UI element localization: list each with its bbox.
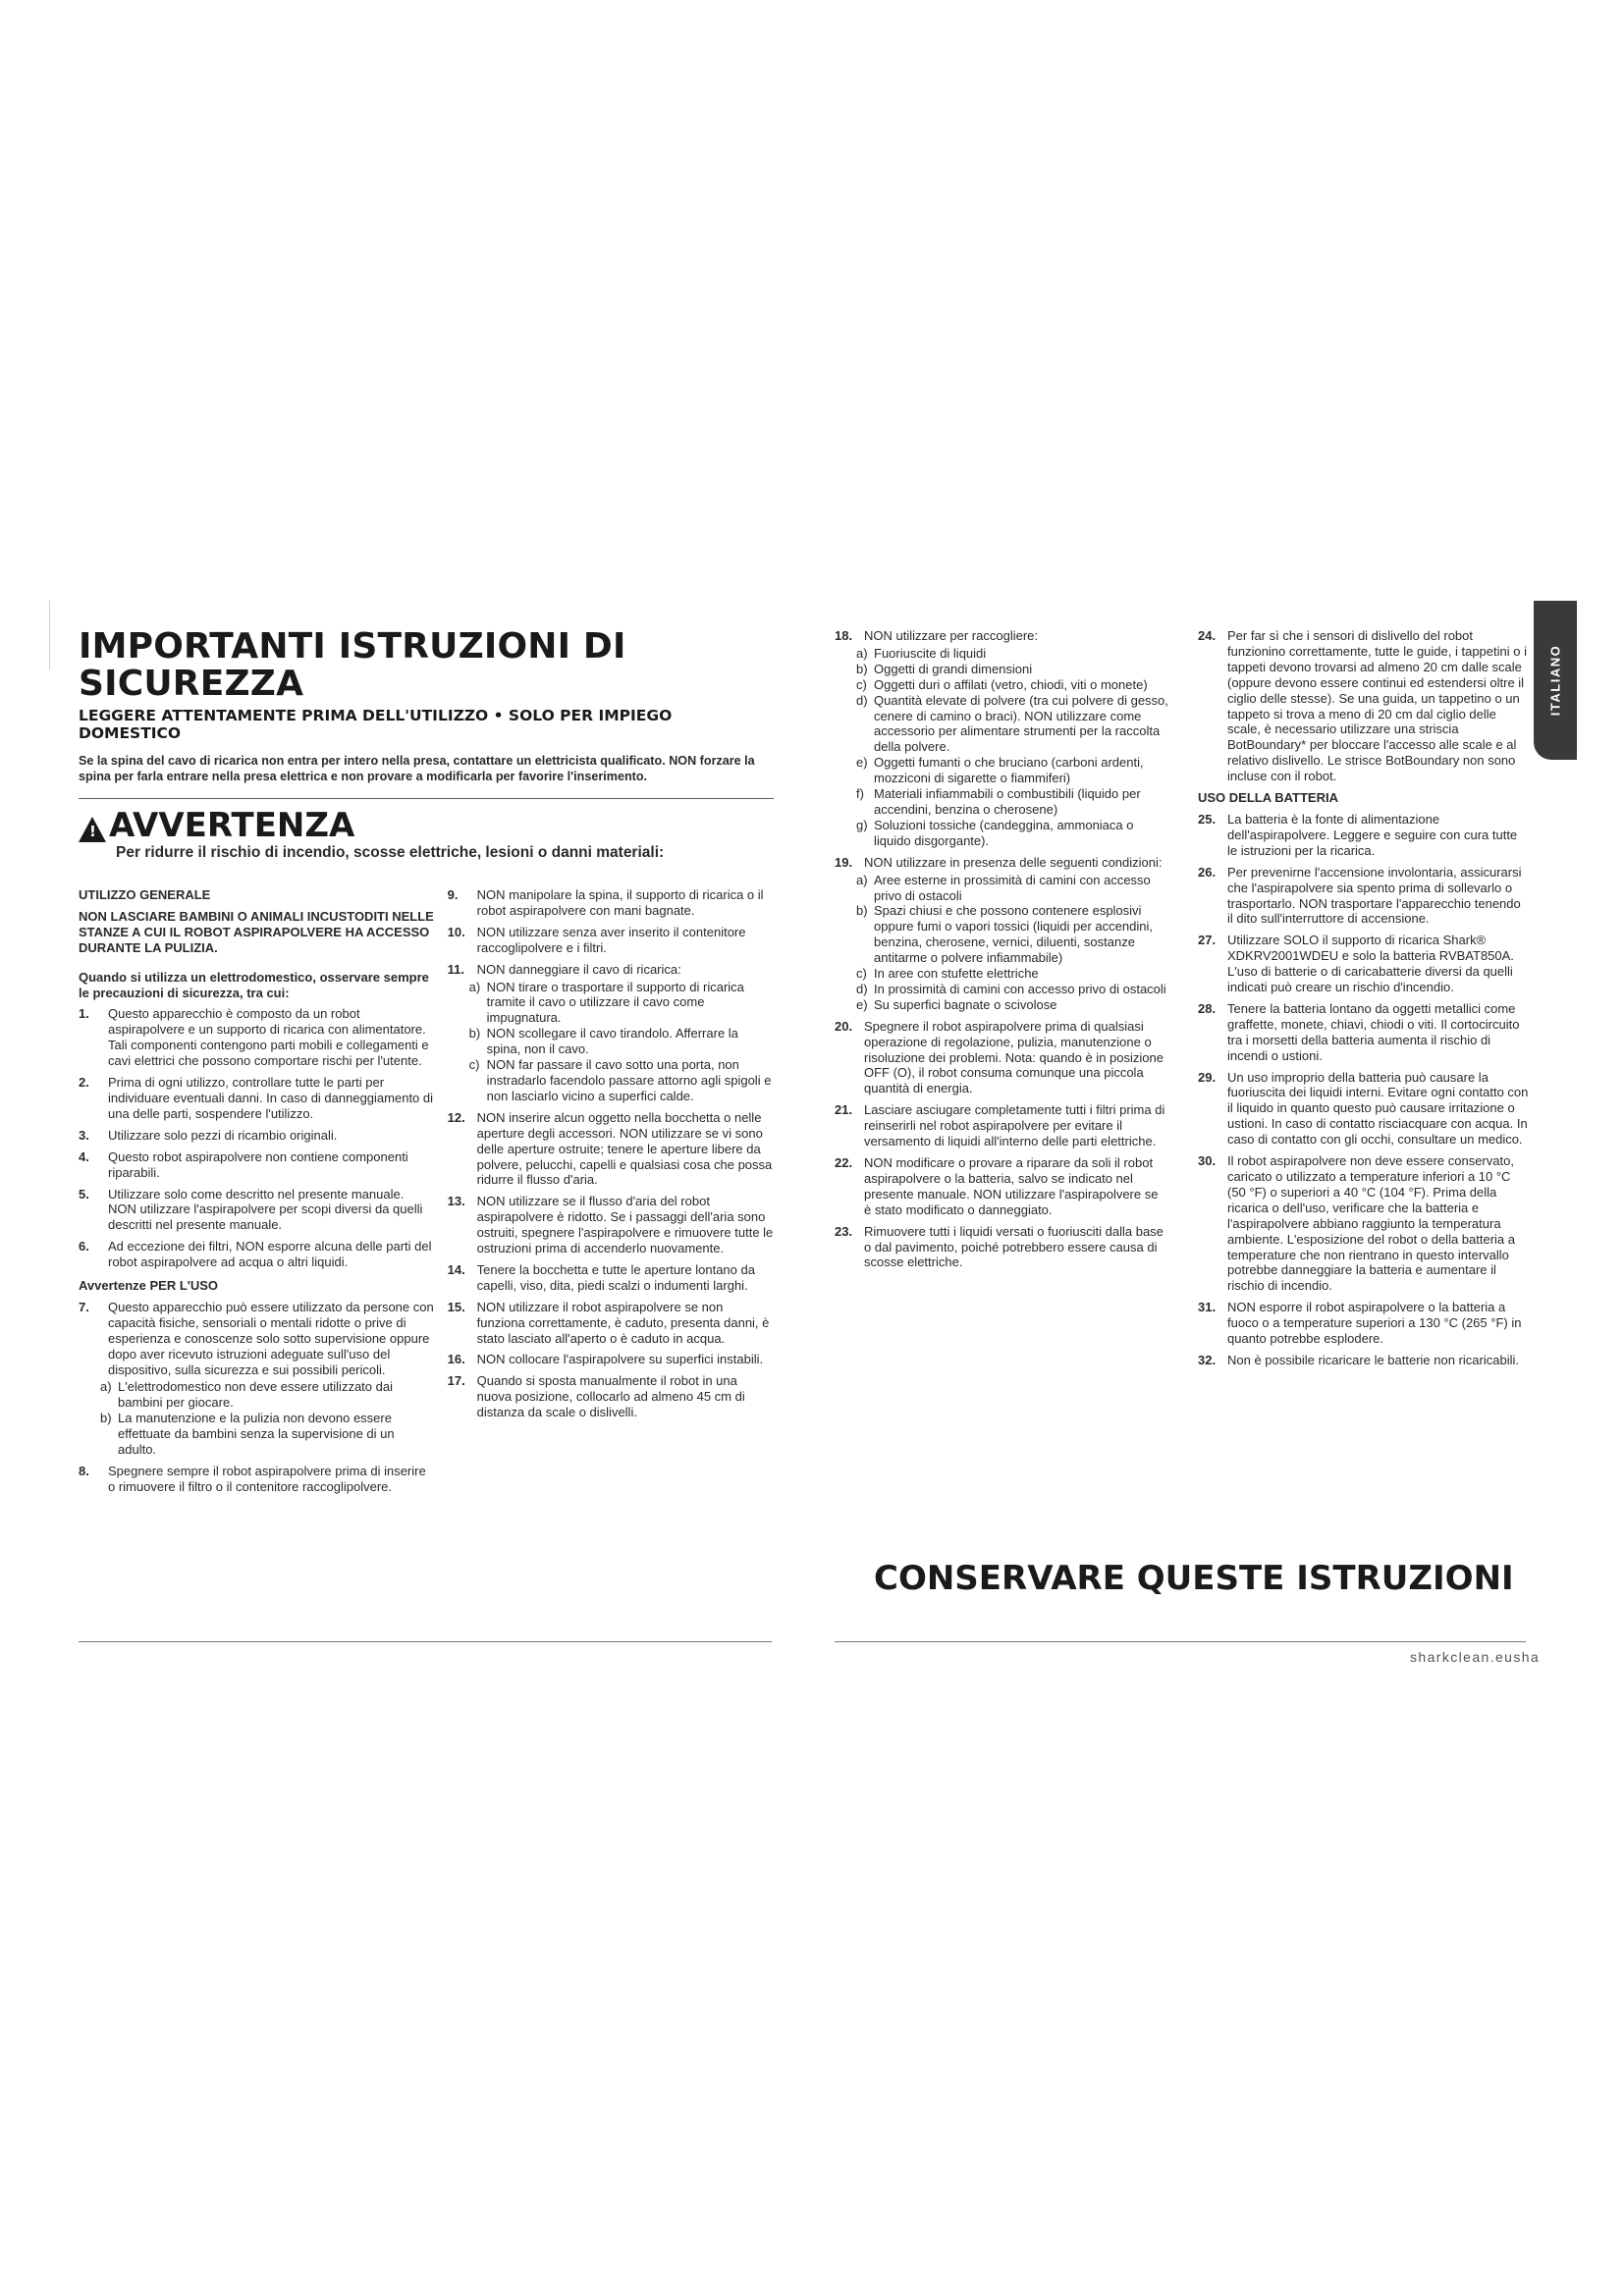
list-item: 9. NON manipolare la spina, il supporto di ricarica o il robot aspirapolvere con mani bagnate. (447, 887, 764, 918)
list-item: 18. NON utilizzare per raccogliere: (835, 628, 1039, 643)
list-item: 30. Il robot aspirapolvere non deve essere conservato, caricato o utilizzato a temperature inferiori a 10 °C (50 °F) o superiori a 40 °C (104 °F). Prima della ricarica o dell'uso, verificare che la batteria e l'aspirapolvere abbiano raggiunto la temperatura ambiente. L'esposizione del robot o della batteria a temperature che non rientrano in questo intervallo potrebbe danneggiare la batteria e aumentare il rischio di incendio. (1198, 1153, 1516, 1294)
sub-item: b) Oggetti di grandi dimensioni (856, 661, 1033, 676)
section-heading-use: Avvertenze PER L'USO (79, 1278, 219, 1294)
right-page (835, 628, 1536, 1374)
warning-heading (79, 806, 774, 845)
list-item: 14. Tenere la bocchetta e tutte le aperture lontano da capelli, viso, dita, piedi scalzi o indumenti larghi. (447, 1261, 755, 1293)
list-item: 4. Questo robot aspirapolvere non contiene componenti riparabili. (79, 1148, 408, 1180)
list-item: 3. Utilizzare solo pezzi di ricambio originali. (79, 1127, 338, 1143)
list-item: 28. Tenere la batteria lontano da oggetti metallici come graffette, monete, chiavi, chiodi o viti. Il cortocircuito tra i morsetti della batteria aumenta il rischio di incendi o ustioni. (1198, 1000, 1520, 1063)
intro-notice: Se la spina del cavo di ricarica non entra per intero nella presa, contattare un elettricista qualificato. NON forzare la spina per farla entrare nella presa elettrica e non provare a modificarla per favorire l'inserimento. (79, 754, 755, 783)
footer-rule-right (835, 1641, 1526, 1642)
children-notice: NON LASCIARE BAMBINI O ANIMALI INCUSTODITI NELLE STANZE A CUI IL ROBOT ASPIRAPOLVERE HA ACCESSO DURANTE LA PULIZIA. (79, 908, 434, 955)
list-item: 23. Rimuovere tutti i liquidi versati o fuoriusciti dalla base o dal pavimento, poiché potrebbero essere causa di scosse elettriche. (835, 1223, 1164, 1270)
sub-item: f) Materiali infiammabili o combustibili (liquido per accendini, benzina o cherosene) (856, 786, 1141, 817)
sub-item: a) Aree esterne in prossimità di camini con accesso privo di ostacoli (856, 872, 1151, 903)
sub-item: b) La manutenzione e la pulizia non devono essere effettuate da bambini senza la supervisione di un adulto. (100, 1411, 395, 1458)
section-heading-general: UTILIZZO GENERALE (79, 887, 211, 902)
list-item: 21. Lasciare asciugare completamente tutti i filtri prima di reinserirli nel robot aspirapolvere per evitare il versamento di liquidi all'interno delle parti elettriche. (835, 1102, 1165, 1149)
list-item: 19. NON utilizzare in presenza delle seguenti condizioni: (835, 854, 1163, 870)
language-tab (1534, 601, 1577, 760)
sub-item: b) Spazi chiusi e che possono contenere esplosivi oppure fumi o vapori tossici (liquidi per accendini, benzina, cherosene, vernici, diluenti, sostanze antitarme o polvere infiammabile) (856, 903, 1153, 966)
list-item: 32. Non è possibile ricaricare le batterie non ricaricabili. (1198, 1352, 1519, 1367)
footer-url: sharkclean.eusha (1410, 1649, 1541, 1665)
list-item: 22. NON modificare o provare a riparare da soli il robot aspirapolvere o la batteria, salvo se indicato nel presente manuale. NON utilizzare l'aspirapolvere se è stato modificato o danneggiato. (835, 1155, 1159, 1217)
left-page (79, 628, 774, 1501)
list-item: 15. NON utilizzare il robot aspirapolvere se non funziona correttamente, è caduto, presenta danni, è stato lasciato all'aperto o è caduto in acqua. (447, 1299, 770, 1346)
sub-item: e) Oggetti fumanti o che bruciano (carboni ardenti, mozziconi di sigarette o fiammiferi) (856, 755, 1144, 786)
right-column-1 (835, 628, 1168, 1374)
list-item: 26. Per prevenirne l'accensione involontaria, assicurarsi che l'aspirapolvere sia spento prima di sollevarlo o trasportarlo. NON trasportare l'apparecchio tenendo il dito sull'interruttore di accensione. (1198, 864, 1522, 927)
left-column-1 (79, 887, 436, 1501)
list-item: 29. Un uso improprio della batteria può causare la fuoriuscita dei liquidi interni. Evitare ogni contatto con il liquido in quanto questo può causare irritazione o ustioni. In caso di contatto risciacquare con acqua. In caso di contatto con gli occhi, consultare un medico. (1198, 1069, 1529, 1148)
language-tab-label: ITALIANO (1547, 644, 1563, 717)
list-item: 8. Spegnere sempre il robot aspirapolvere prima di inserire o rimuovere il filtro o il contenitore raccoglipolvere. (79, 1464, 426, 1494)
list-item: 20. Spegnere il robot aspirapolvere prima di qualsiasi operazione di regolazione, pulizia, manutenzione o risoluzione dei problemi. Nota: quando è in posizione OFF (O), il robot consuma comunque una piccola quantità di energia. (835, 1018, 1164, 1096)
list-item: 25. La batteria è la fonte di alimentazione dell'aspirapolvere. Leggere e seguire con cura tutte le istruzioni per la ricarica. (1198, 811, 1518, 858)
sub-item: d) In prossimità di camini con accesso privo di ostacoli (856, 981, 1166, 996)
list-item: 11. NON danneggiare il cavo di ricarica: (447, 961, 681, 977)
sub-item: e) Su superfici bagnate o scivolose (856, 996, 1057, 1012)
warning-triangle-icon: ! (79, 817, 106, 842)
list-item: 10. NON utilizzare senza aver inserito il contenitore raccoglipolvere e i filtri. (447, 924, 746, 955)
list-item: 27. Utilizzare SOLO il supporto di ricarica Shark® XDKRV2001WDEU e solo la batteria RVBAT850A. L'uso di batterie o di caricabatterie diversi da quelli indicati può creare un rischio d'incendio. (1198, 933, 1514, 995)
list-item: 16. NON collocare l'aspirapolvere su superfici instabili. (447, 1352, 764, 1367)
sub-item: a) NON tirare o trasportare il supporto di ricarica tramite il cavo o utilizzare il cavo come impugnatura. (468, 979, 744, 1026)
list-item: 31. NON esporre il robot aspirapolvere o la batteria a fuoco o a temperature superiori a 130 °C (265 °F) in quanto potrebbe esplodere. (1198, 1300, 1522, 1347)
footer-rule-left (79, 1641, 772, 1642)
list-item: 17. Quando si sposta manualmente il robot in una nuova posizione, collocarlo ad almeno 45 cm di distanza da scale o dislivelli. (447, 1373, 745, 1420)
list-item: 24. Per far sì che i sensori di dislivello del robot funzionino correttamente, tutte le guide, i tappetini o i tappeti devono trovarsi ad almeno 20 cm dalle scale (oppure devono essere continui ed estendersi oltre il ciglio delle stesse). Se una guida, un tappetino o un tappeto si trova a meno di 20 cm dal ciglio delle scale, è necessario utilizzare una striscia BotBoundary* per bloccare l'accesso alle scale e al relativo dislivello. Le strisce BotBoundary non sono incluse con il robot. (1198, 628, 1527, 784)
page-spine-line (49, 601, 50, 669)
list-item: 6. Ad eccezione dei filtri, NON esporre alcuna delle parti del robot aspirapolvere ad acqua o altri liquidi. (79, 1239, 432, 1270)
sub-item: a) L'elettrodomestico non deve essere utilizzato dai bambini per giocare. (100, 1379, 393, 1411)
sub-item: c) Oggetti duri o affilati (vetro, chiodi, viti o monete) (856, 676, 1148, 692)
right-column-2 (1198, 628, 1530, 1374)
list-item: 2. Prima di ogni utilizzo, controllare tutte le parti per individuare eventuali danni. In caso di danneggiamento di una delle parti, sospendere l'utilizzo. (79, 1075, 434, 1121)
warning-title: AVVERTENZA (109, 806, 355, 845)
page-subtitle: LEGGERE ATTENTAMENTE PRIMA DELL'UTILIZZO • SOLO PER IMPIEGO DOMESTICO (79, 707, 673, 742)
closing-title: CONSERVARE QUESTE ISTRUZIONI (874, 1559, 1514, 1598)
section-heading-battery: USO DELLA BATTERIA (1198, 790, 1338, 806)
list-item: 5. Utilizzare solo come descritto nel presente manuale. NON utilizzare l'aspirapolvere per scopi diversi da quelli descritti nel presente manuale. (79, 1186, 423, 1233)
list-item: 13. NON utilizzare se il flusso d'aria del robot aspirapolvere è ridotto. Se i passaggi dell'aria sono ostruiti, spegnere l'aspirapolvere e rimuovere tutte le ostruzioni prima di accenderlo nuovamente. (447, 1194, 774, 1256)
sub-item: c) In aree con stufette elettriche (856, 966, 1039, 982)
divider (79, 798, 774, 799)
sub-item: d) Quantità elevate di polvere (tra cui polvere di gesso, cenere di camino o braci). NON utilizzare come accessorio per alimentare strumenti per la raccolta della polvere. (856, 692, 1168, 755)
sub-item: a) Fuoriuscite di liquidi (856, 645, 987, 661)
sub-item: b) NON scollegare il cavo tirandolo. Afferrare la spina, non il cavo. (468, 1026, 738, 1057)
list-item: 7. Questo apparecchio può essere utilizzato da persone con capacità fisiche, sensoriali o mentali ridotte o prive di esperienza e conoscenze solo sotto supervisione oppure dopo aver ricevuto istruzioni adeguate sull'uso del dispositivo, sulla sicurezza e sui possibili pericoli. (79, 1299, 434, 1377)
precautions-lead: Quando si utilizza un elettrodomestico, osservare sempre le precauzioni di sicurezza, tra cui: (79, 969, 429, 1000)
sub-item: c) NON far passare il cavo sotto una porta, non instradarlo facendolo passare attorno agli spigoli e non lasciarlo vicino a superfici calde. (468, 1057, 772, 1103)
warning-subtitle: Per ridurre il rischio di incendio, scosse elettriche, lesioni o danni materiali: (116, 844, 665, 861)
list-item: 1. Questo apparecchio è composto da un robot aspirapolvere e un supporto di ricarica con alimentatore. Tali componenti contengono parti mobili e collegamenti e cavi elettrici che possono comportare rischi per l'utente. (79, 1006, 429, 1069)
page-title: IMPORTANTI ISTRUZIONI DI SICUREZZA (79, 626, 626, 704)
list-item: 12. NON inserire alcun oggetto nella bocchetta o nelle aperture degli accessori. NON utilizzare se vi sono delle aperture ostruite; tenere le aperture libere da polvere, pelucchi, capelli e qualsiasi cosa che possa ridurre il flusso d'aria. (447, 1109, 773, 1188)
sub-item: g) Soluzioni tossiche (candeggina, ammoniaca o liquido disgorgante). (856, 817, 1134, 848)
left-column-2 (448, 887, 774, 1501)
